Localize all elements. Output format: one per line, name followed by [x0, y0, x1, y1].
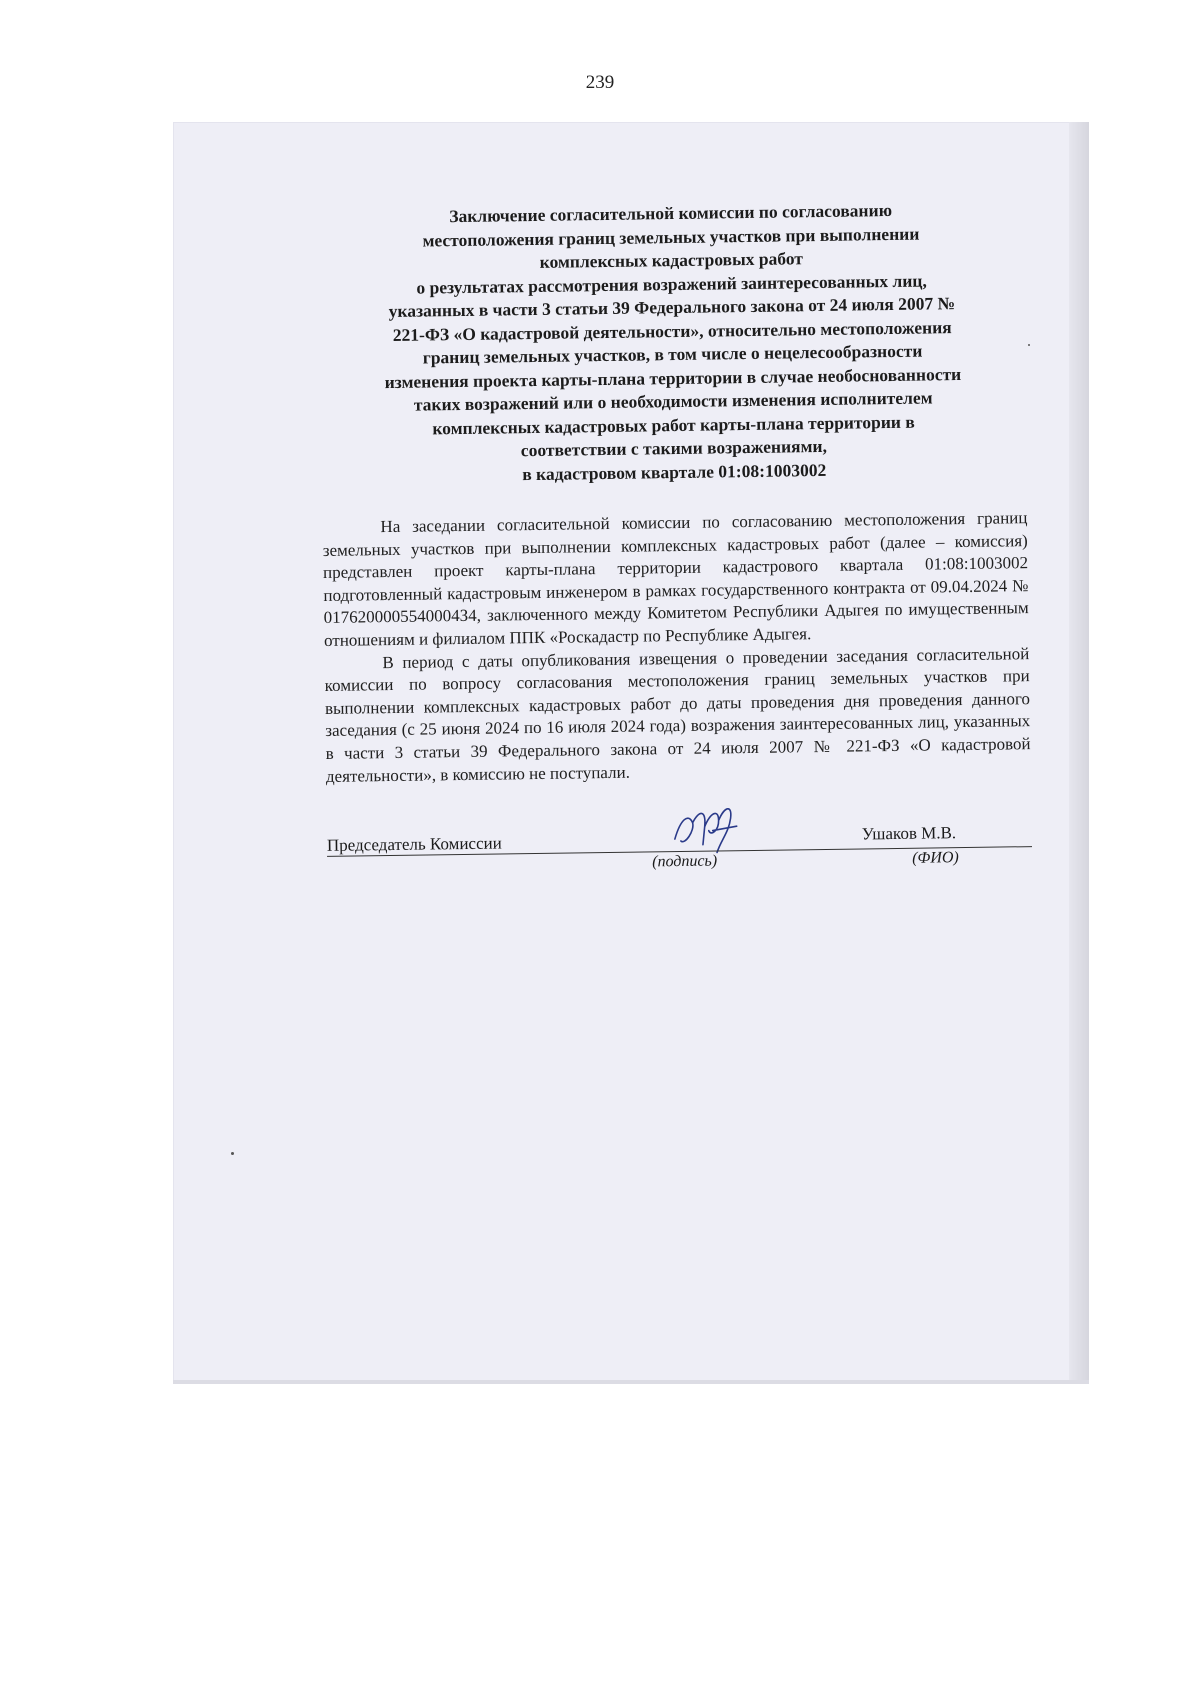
- document-content: [318, 197, 1032, 884]
- name-caption: (ФИО): [912, 849, 959, 867]
- title-line: в кадастровом квартале 01:08:1003002: [522, 459, 827, 484]
- title-line: о результатах рассмотрения возражений заинтересованных лиц,: [416, 270, 927, 298]
- title-line: указанных в части 3 статьи 39 Федерального закона от 24 июля 2007 №: [388, 293, 956, 322]
- title-line: местоположения границ земельных участков при выполнении: [422, 223, 920, 251]
- chairman-label: Председатель Комиссии: [326, 833, 502, 856]
- scanned-document: [173, 122, 1089, 1384]
- document-body: [322, 507, 1031, 788]
- title-line: 221-ФЗ «О кадастровой деятельности», относительно местоположения: [392, 316, 952, 345]
- title-line: Заключение согласительной комиссии по согласованию: [449, 199, 893, 227]
- signature-caption: (подпись): [652, 852, 718, 871]
- scan-bottom-edge: [173, 1380, 1089, 1384]
- scan-speck: [1028, 344, 1030, 346]
- signature-block: [327, 814, 1033, 884]
- scan-edge-shadow: [1069, 122, 1089, 1384]
- title-line: комплексных кадастровых работ: [539, 248, 804, 272]
- paragraph-objections: В период с даты опубликования извещения о проведении заседания согласительной комиссии по вопросу согласования местоположения границ земельных участков при выполнении комплексных кадастровых работ до даты проведения дня проведения данного заседания (с 25 июня 2024 по 16 июля 2024 года) возражения заинтересованных лиц, указанных в части 3 статьи 39 Федерального закона от 24 июля 2007 № 221-ФЗ «О кадастровой деятельности», в комиссию не поступали.: [324, 643, 1031, 786]
- title-line: изменения проекта карты-плана территории в случае необоснованности: [384, 363, 962, 392]
- paragraph-meeting: На заседании согласительной комиссии по согласованию местоположения границ земельных участков при выполнении комплексных кадастровых работ (далее – комиссия) представлен проект карты-плана территории кадастрового квартала 01:08:1003002 подготовленный кадастровым инженером в рамках государственного контракта от 09.04.2024 № 0176200005540004З4, заключенного между Комитетом Республики Адыгея по имущественным отношениям и филиалом ППК «Роскадастр по Республике Адыгея.: [322, 508, 1029, 650]
- chairman-name: Ушаков М.В.: [861, 823, 957, 844]
- page-number: 239: [585, 72, 615, 93]
- scan-speck: [231, 1152, 234, 1155]
- title-line: границ земельных участков, в том числе о нецелесообразности: [422, 340, 923, 368]
- document-title: [318, 197, 1027, 489]
- title-line: таких возражений или о необходимости изменения исполнителем: [413, 387, 933, 415]
- title-line: соответствии с такими возражениями,: [520, 435, 828, 461]
- title-line: комплексных кадастровых работ карты-плана территории в: [432, 411, 915, 438]
